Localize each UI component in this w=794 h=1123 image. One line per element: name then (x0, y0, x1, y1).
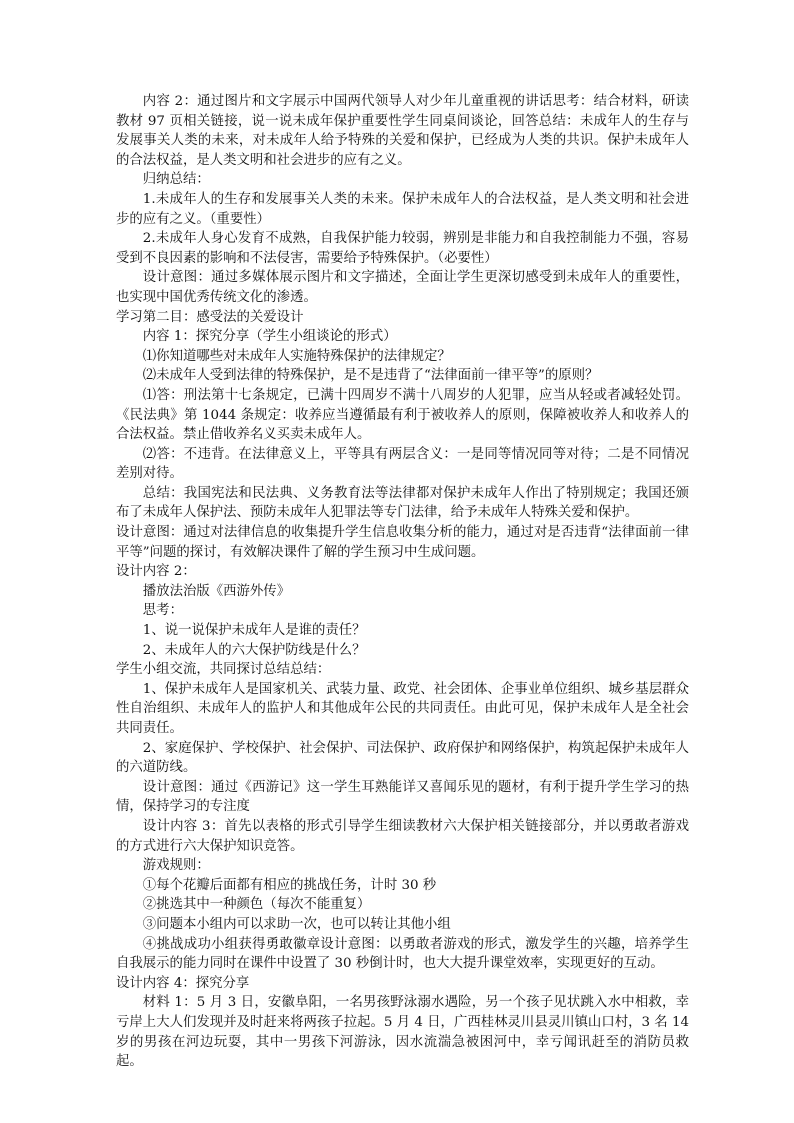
list-item: ④挑战成功小组获得勇敢徽章设计意图：以勇敢者游戏的形式，激发学生的兴趣，培养学生自我展示的能力同时在课件中设置了 30 秒倒计时，也大大提升课堂效率，实现更好的互动。 (116, 936, 689, 972)
document-page (116, 92, 689, 1072)
list-item: ②挑选其中一种颜色（每次不能重复） (142, 897, 371, 913)
paragraph: 游戏规则： (142, 858, 210, 874)
section-heading: 学习第二目：感受法的关爱设计 (116, 309, 304, 325)
list-item: ③问题本小组内可以求助一次，也可以转让其他小组 (142, 916, 451, 932)
paragraph: 2、家庭保护、学校保护、社会保护、司法保护、政府保护和网络保护，构筑起保护未成年人的六道防线。 (116, 740, 689, 776)
paragraph: 设计意图：通过对法律信息的收集提升学生信息收集分析的能力，通过对是否违背“法律面前一律平等”问题的探讨，有效解决课件了解的学生预习中生成问题。 (116, 525, 689, 560)
paragraph: 1、保护未成年人是国家机关、武装力量、政党、社会团体、企事业单位组织、城乡基层群众性自治组织、未成年人的监护人和其他成年公民的共同责任。由此可见，保护未成年人是全社会共同责任。 (116, 681, 689, 736)
list-item: ①每个花瓣后面都有相应的挑战任务，计时 30 秒 (142, 877, 437, 893)
paragraph: 设计意图：通过多媒体展示图片和文字描述，全面让学生更深切感受到未成年人的重要性，也实现中国优秀传统文化的渗透。 (116, 270, 689, 305)
paragraph: 内容 2：通过图片和文字展示中国两代领导人对少年儿童重视的讲话思考：结合材料，研读教材 97 页相关链接，说一说未成年保护重要性学生同桌间谈论，回答总结：未成年人的生存与发展事关人类的未来，对未成年人给予特殊的关爱和保护，已经成为人类的共识。保护未成年人的合法权益，是人类文明和社会进步的应有之义。 (116, 94, 689, 168)
paragraph: ⑵未成年人受到法律的特殊保护，是不是违背了“法律面前一律平等”的原则？ (142, 368, 599, 384)
paragraph: 材料 1：5 月 3 日，安徽阜阳，一名男孩野泳溺水遇险，另一个孩子见状跳入水中相救，幸亏岸上大人们发现并及时赶来将两孩子拉起。5 月 4 日，广西桂林灵川县灵川镇山口村，3 名 14 岁的男孩在河边玩耍，其中一男孩下河游泳，因水流湍急被困河中，幸亏闻讯赶至的消防员救起。 (116, 995, 689, 1070)
paragraph: 2、未成年人的六大保护防线是什么？ (142, 642, 366, 658)
section-heading: 设计内容 4：探究分享 (116, 975, 250, 991)
paragraph: ⑵答：不违背。在法律意义上，平等具有两层含义：一是同等情况同等对待；二是不同情况差别对待。 (116, 446, 689, 482)
paragraph: ⑴你知道哪些对未成年人实施特殊保护的法律规定？ (142, 348, 451, 364)
paragraph: 设计内容 3：首先以表格的形式引导学生细读教材六大保护相关链接部分，并以勇敢者游戏的方式进行六大保护知识竞答。 (116, 818, 689, 854)
paragraph: 2.未成年人身心发育不成熟，自我保护能力较弱，辨别是非能力和自我控制能力不强，容易受到不良因素的影响和不法侵害，需要给予特殊保护。（必要性） (116, 231, 689, 266)
paragraph: 学生小组交流，共同探讨总结总结： (116, 662, 331, 678)
paragraph: 设计意图：通过《西游记》这一学生耳熟能详又喜闻乐见的题材，有利于提升学生学习的热情，保持学习的专注度 (116, 779, 689, 815)
section-heading: 设计内容 2： (116, 564, 196, 580)
paragraph: 归纳总结： (142, 172, 210, 188)
paragraph: 思考： (142, 603, 183, 619)
paragraph: 1.未成年人的生存和发展事关人类的未来。保护未成年人的合法权益，是人类文明和社会进步的应有之义。（重要性） (116, 191, 689, 227)
paragraph: 播放法治版《西游外传》 (142, 583, 291, 599)
paragraph: 1、说一说保护未成年人是谁的责任？ (142, 623, 366, 639)
paragraph: 内容 1：探究分享（学生小组谈论的形式） (142, 329, 397, 345)
paragraph: 总结：我国宪法和民法典、义务教育法等法律都对保护未成年人作出了特别规定；我国还颁布了未成年人保护法、预防未成年人犯罪法等专门法律，给予未成年人特殊关爱和保护。 (116, 485, 689, 521)
paragraph: ⑴答：刑法第十七条规定，已满十四周岁不满十八周岁的人犯罪，应当从轻或者减轻处罚。《民法典》第 1044 条规定：收养应当遵循最有利于被收养人的原则，保障被收养人和收养人的合法权益。禁止借收养名义买卖未成年人。 (116, 387, 689, 443)
